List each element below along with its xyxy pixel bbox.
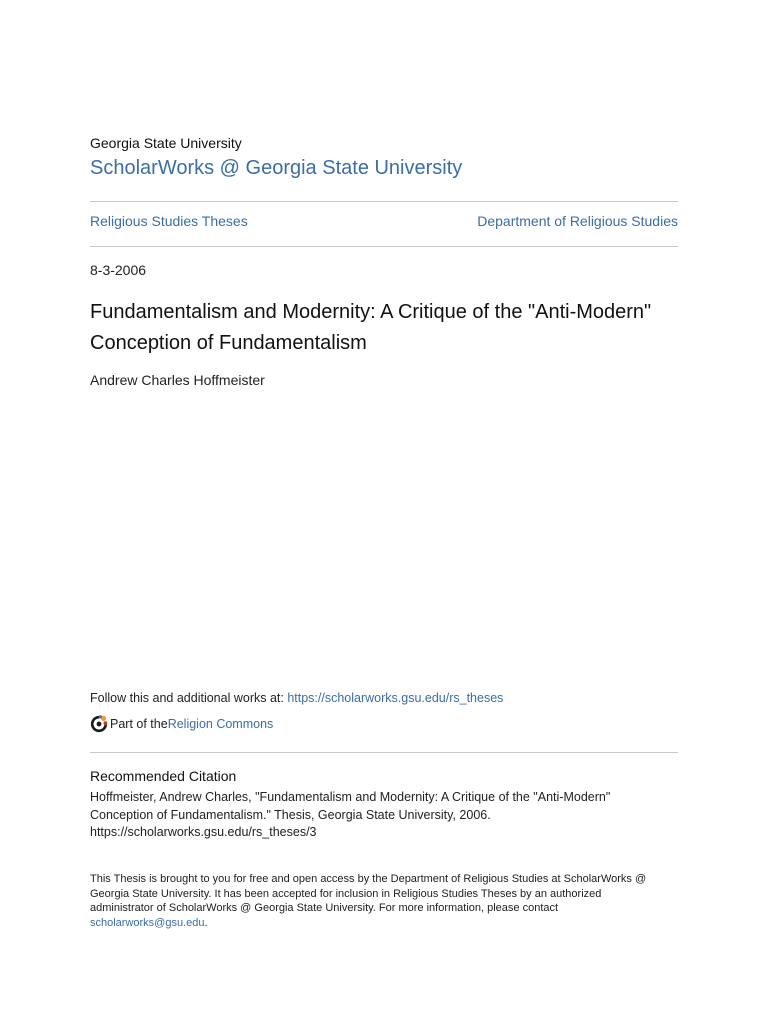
citation-url: https://scholarworks.gsu.edu/rs_theses/3 (90, 825, 317, 839)
series-link[interactable]: Religious Studies Theses (90, 213, 248, 229)
notice-line-contact (90, 916, 678, 931)
document-title: Fundamentalism and Modernity: A Critique of the "Anti-Modern" Conception of Fundamentalism (90, 301, 652, 354)
institution-name: Georgia State University (90, 135, 242, 151)
access-notice (90, 872, 678, 930)
divider-series (90, 246, 678, 247)
network-commons-icon (90, 715, 108, 733)
publication-date: 8-3-2006 (90, 262, 147, 278)
follow-url-link[interactable]: https://scholarworks.gsu.edu/rs_theses (287, 691, 504, 705)
notice-line: Georgia State University. It has been accepted for inclusion in Religious Studies Theses by an authorized (90, 887, 602, 900)
part-of-label: Part of the (110, 717, 168, 731)
religion-commons-link[interactable]: Religion Commons (167, 717, 274, 731)
repository-link[interactable]: ScholarWorks @ Georgia State University (90, 157, 463, 179)
divider-citation (90, 752, 678, 753)
divider-top (90, 201, 678, 202)
notice-line: administrator of ScholarWorks @ Georgia State University. For more information, please contact (90, 902, 559, 914)
citation-text (90, 789, 678, 842)
part-of-line (90, 715, 273, 733)
notice-line: This Thesis is brought to you for free and open access by the Department of Religious Studies at ScholarWorks @ (90, 873, 647, 885)
citation-line: Hoffmeister, Andrew Charles, "Fundamentalism and Modernity: A Critique of the "Anti-Modern" (90, 790, 611, 804)
citation-line: Conception of Fundamentalism." Thesis, Georgia State University, 2006. (90, 807, 491, 822)
notice-end: . (204, 916, 208, 929)
author-name: Andrew Charles Hoffmeister (90, 372, 265, 388)
citation-heading: Recommended Citation (90, 768, 237, 784)
department-link[interactable]: Department of Religious Studies (477, 213, 678, 229)
contact-email-link[interactable]: scholarworks@gsu.edu (90, 916, 205, 929)
follow-label: Follow this and additional works at: (90, 691, 288, 705)
follow-line (90, 691, 503, 705)
cover-page (90, 0, 678, 1024)
